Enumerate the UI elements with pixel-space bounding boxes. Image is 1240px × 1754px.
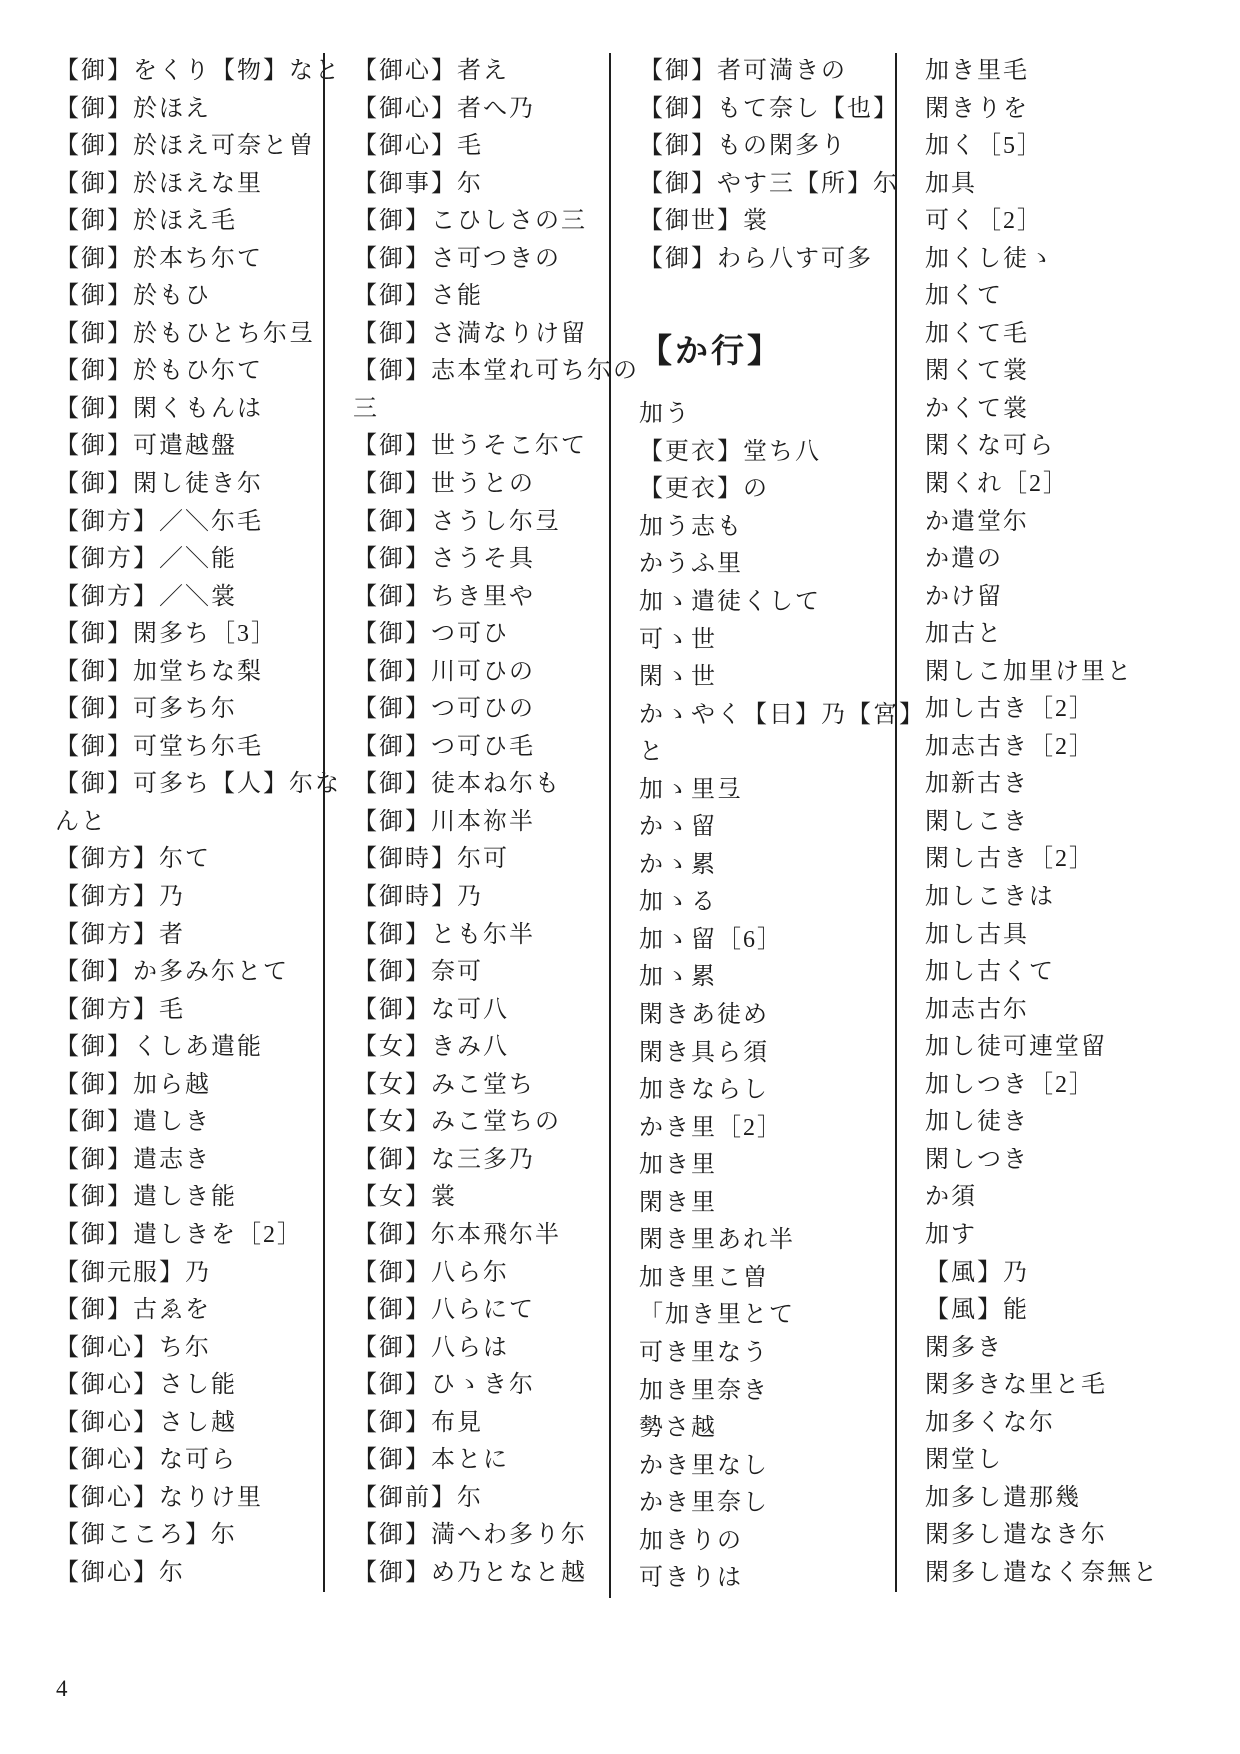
index-entry: 閑き具ら須	[639, 1039, 769, 1066]
index-entry: 加志古き［2］	[925, 733, 1095, 760]
index-entry: 【御】閑多ち［3］	[55, 621, 277, 648]
index-entry: 【御方】者	[55, 921, 185, 948]
index-entry: 【御】遣しき	[55, 1109, 211, 1136]
index-entry: 加き里	[639, 1152, 717, 1179]
index-entry: 加ゝ累	[639, 964, 717, 991]
index-entry: 加き里こ曽	[639, 1264, 769, 1291]
index-entry: 【御】於もひ	[55, 283, 211, 310]
index-entry: かゝやく【日】乃【宮】	[639, 701, 925, 728]
index-entry: 【御】加堂ちな梨	[55, 658, 263, 685]
index-entry: 【御心】尓	[55, 1559, 185, 1586]
index-column-4	[895, 53, 1181, 1592]
index-entry: 【風】能	[925, 1297, 1029, 1324]
index-entry: 【御】尓本飛尓半	[353, 1221, 561, 1248]
index-entry: 可ゝ世	[639, 626, 717, 653]
index-entry: 加し古くて	[925, 959, 1055, 986]
index-entry: 勢さ越	[639, 1415, 717, 1442]
index-entry: 加し徒可連堂留	[925, 1034, 1107, 1061]
index-entry: 【女】みこ堂ちの	[353, 1109, 561, 1136]
index-entry: 可き里なう	[639, 1339, 769, 1366]
index-entry: 閑多き	[925, 1334, 1003, 1361]
index-entry: 【御】な三多乃	[353, 1146, 535, 1173]
index-entry: 【御方】／＼能	[55, 546, 237, 573]
index-entry: かき里奈し	[639, 1490, 769, 1517]
index-entry: 【御】とも尓半	[353, 921, 535, 948]
index-entry: 加ゝ留［6］	[639, 926, 783, 953]
index-entry: 【更衣】堂ち八	[639, 438, 821, 465]
index-entry: 加しつき［2］	[925, 1071, 1095, 1098]
index-entry: 【御】八ら尓	[353, 1259, 509, 1286]
index-entry: 【御】世うそこ尓て	[353, 433, 587, 460]
index-entry: 【御】者可満きの	[639, 58, 847, 84]
index-entry: 【御元服】乃	[55, 1259, 211, 1286]
index-entry: かうふ里	[639, 551, 743, 578]
index-entry: 【御】つ可ひの	[353, 696, 535, 723]
index-entry: 【御】ひゝき尓	[353, 1372, 535, 1399]
index-entry: 【御心】毛	[353, 133, 483, 160]
index-entry: 【御】古ゑを	[55, 1297, 211, 1324]
index-columns	[55, 53, 1183, 1598]
index-entry: 「加き里とて	[639, 1302, 795, 1329]
index-entry: 【御】遣志き	[55, 1146, 211, 1173]
index-entry: 加し徒き	[925, 1109, 1029, 1136]
page-number: 4	[56, 1676, 68, 1701]
index-entry: 【御前】尓	[353, 1484, 483, 1511]
index-entry: か遣の	[925, 546, 1003, 573]
index-entry: 【御】可多ち尓	[55, 696, 237, 723]
index-entry: かゝ累	[639, 851, 717, 878]
index-entry: 【御心】者え	[353, 58, 509, 84]
index-entry: 加く［5］	[925, 133, 1043, 160]
index-entry: 【御】満へわ多り尓	[353, 1522, 587, 1549]
index-entry: 閑堂し	[925, 1447, 1003, 1474]
index-entry: 【御時】尓可	[353, 846, 509, 873]
index-entry: 閑くれ［2］	[925, 471, 1069, 498]
index-entry: か遣堂尓	[925, 508, 1029, 535]
index-entry: 可く［2］	[925, 208, 1043, 235]
index-entry: 閑くて裳	[925, 358, 1029, 385]
index-entry: 【御】川本祢半	[353, 808, 535, 835]
index-entry: 加ゝ遣徒くして	[639, 589, 821, 616]
index-entry: 加多し遣那幾	[925, 1484, 1081, 1511]
index-entry: 加くし徒ゝ	[925, 245, 1055, 272]
index-entry: 加き里奈き	[639, 1377, 769, 1404]
index-entry: 【御方】尓て	[55, 846, 211, 873]
index-entry: 加古と	[925, 621, 1003, 648]
index-entry: 【御】於ほえな里	[55, 170, 263, 197]
index-entry: 【御】八らにて	[353, 1297, 535, 1324]
index-entry: 閑多し遣なく奈無と	[925, 1559, 1159, 1586]
index-entry: 加ゝる	[639, 889, 717, 916]
index-column-3	[609, 53, 925, 1598]
index-entry: 加う	[639, 401, 691, 428]
index-entry: 【御】志本堂れ可ち尓の	[353, 358, 639, 385]
index-entry: 【御】川可ひの	[353, 658, 535, 685]
index-entry: 【御】ちき里や	[353, 583, 535, 610]
index-entry: 閑きりを	[925, 95, 1029, 122]
index-entry: かき里［2］	[639, 1114, 783, 1141]
index-entry: 【御心】なりけ里	[55, 1484, 263, 1511]
index-entry: 【御】つ可ひ	[353, 621, 509, 648]
section-header: 【か行】	[639, 334, 783, 371]
index-entry: 【御】加ら越	[55, 1071, 211, 1098]
index-entry: 可きりは	[639, 1565, 743, 1592]
index-entry: か須	[925, 1184, 977, 1211]
index-entry: 加新古き	[925, 771, 1029, 798]
index-entry: 【御】可堂ち尓毛	[55, 733, 263, 760]
index-entry: 加くて	[925, 283, 1003, 310]
index-entry: 【御】さ可つきの	[353, 245, 561, 272]
index-entry: 閑しこき	[925, 808, 1029, 835]
index-entry: 【御】可多ち【人】尓な	[55, 771, 341, 798]
index-entry: かけ留	[925, 583, 1003, 610]
index-entry: 【御】つ可ひ毛	[353, 733, 535, 760]
index-entry: 【御世】裳	[639, 208, 769, 235]
index-entry: んと	[55, 808, 107, 835]
index-entry: 三	[353, 395, 379, 422]
index-entry: 加くて毛	[925, 320, 1029, 347]
index-entry: 【御】本とに	[353, 1447, 509, 1474]
index-entry: 【御】布見	[353, 1409, 483, 1436]
index-entry: 【御】世うとの	[353, 471, 535, 498]
index-entry: 加き里毛	[925, 58, 1029, 84]
index-entry: 【御】さ満なりけ留	[353, 320, 587, 347]
index-entry: 閑しこ加里け里と	[925, 658, 1133, 685]
index-entry: 閑ゝ世	[639, 664, 717, 691]
index-entry: 【御】わら八す可多	[639, 245, 873, 272]
index-entry: 【御】遣しきを［2］	[55, 1221, 303, 1248]
index-entry: 閑しつき	[925, 1146, 1029, 1173]
index-entry: 加多くな尓	[925, 1409, 1055, 1436]
index-entry: 【御】さ能	[353, 283, 483, 310]
index-entry: 閑き里あれ半	[639, 1227, 795, 1254]
index-entry: 閑し古き［2］	[925, 846, 1095, 873]
index-entry: 閑多きな里と毛	[925, 1372, 1107, 1399]
index-entry: 【御】閑し徒き尓	[55, 471, 263, 498]
index-entry: 【御時】乃	[353, 884, 483, 911]
index-entry: 【御】もて奈し【也】	[639, 95, 899, 122]
index-entry: 【御】徒本ね尓も	[353, 771, 561, 798]
index-entry: 【御】か多み尓とて	[55, 959, 289, 986]
index-entry: 【御】於本ち尓て	[55, 245, 263, 272]
index-entry: 【御】め乃となと越	[353, 1559, 587, 1586]
index-entry: 【御心】さし能	[55, 1372, 237, 1399]
index-entry: 加志古尓	[925, 996, 1029, 1023]
index-entry: 【御】遣しき能	[55, 1184, 237, 1211]
index-entry: 【御方】／＼尓毛	[55, 508, 263, 535]
index-entry: 【御】やす三【所】尓	[639, 170, 899, 197]
index-column-2	[323, 53, 639, 1592]
index-entry: 閑きあ徒め	[639, 1002, 769, 1029]
index-entry: 【御】於ほえ可奈と曽	[55, 133, 315, 160]
index-entry: 加具	[925, 170, 977, 197]
index-entry: 加す	[925, 1221, 977, 1248]
index-entry: 加ゝ里弖	[639, 776, 743, 803]
index-entry: 【女】きみ八	[353, 1034, 509, 1061]
index-entry: 【御】八らは	[353, 1334, 509, 1361]
index-entry: 加しこきは	[925, 884, 1055, 911]
index-entry: 【御こころ】尓	[55, 1522, 237, 1549]
index-entry: 【御】もの閑多り	[639, 133, 847, 160]
index-entry: 閑多し遣なき尓	[925, 1522, 1107, 1549]
index-entry: 【御】於もひ尓て	[55, 358, 263, 385]
index-entry: 【御】可遣越盤	[55, 433, 237, 460]
index-entry: 【御】くしあ遣能	[55, 1034, 263, 1061]
index-entry: 加し古具	[925, 921, 1029, 948]
index-entry: 【御】さうし尓弖	[353, 508, 561, 535]
index-entry: 【女】裳	[353, 1184, 457, 1211]
index-entry: 【御心】ち尓	[55, 1334, 211, 1361]
index-entry: 【御心】な可ら	[55, 1447, 237, 1474]
index-entry: 【御心】者へ乃	[353, 95, 535, 122]
index-entry: 【御方】／＼裳	[55, 583, 237, 610]
index-entry: 加きりの	[639, 1527, 743, 1554]
index-entry: 加う志も	[639, 513, 743, 540]
index-entry: と	[639, 739, 665, 766]
index-entry: 【御】閑くもんは	[55, 395, 263, 422]
index-entry: 【御】こひしさの三	[353, 208, 587, 235]
index-entry: かくて裳	[925, 395, 1029, 422]
index-column-1	[55, 53, 341, 1592]
index-entry: 【更衣】の	[639, 476, 769, 503]
index-entry: 【御方】乃	[55, 884, 185, 911]
index-entry: 加し古き［2］	[925, 696, 1095, 723]
index-entry: かゝ留	[639, 814, 717, 841]
index-entry: 【御事】尓	[353, 170, 483, 197]
index-entry: 【御】さうそ具	[353, 546, 535, 573]
index-entry: 閑き里	[639, 1189, 717, 1216]
index-entry: 【御】於ほえ毛	[55, 208, 237, 235]
index-entry: 【御】奈可	[353, 959, 483, 986]
index-entry: 【御】於もひとち尓弖	[55, 320, 315, 347]
index-entry: 【御】な可八	[353, 996, 509, 1023]
index-entry: 【女】みこ堂ち	[353, 1071, 535, 1098]
index-entry: 閑くな可ら	[925, 433, 1055, 460]
index-entry: かき里なし	[639, 1452, 769, 1479]
index-entry: 【御心】さし越	[55, 1409, 237, 1436]
index-entry: 加きならし	[639, 1077, 769, 1104]
index-entry: 【御】於ほえ	[55, 95, 211, 122]
index-entry: 【風】乃	[925, 1259, 1029, 1286]
index-entry: 【御方】毛	[55, 996, 185, 1023]
index-entry: 【御】をくり【物】なと	[55, 58, 341, 84]
